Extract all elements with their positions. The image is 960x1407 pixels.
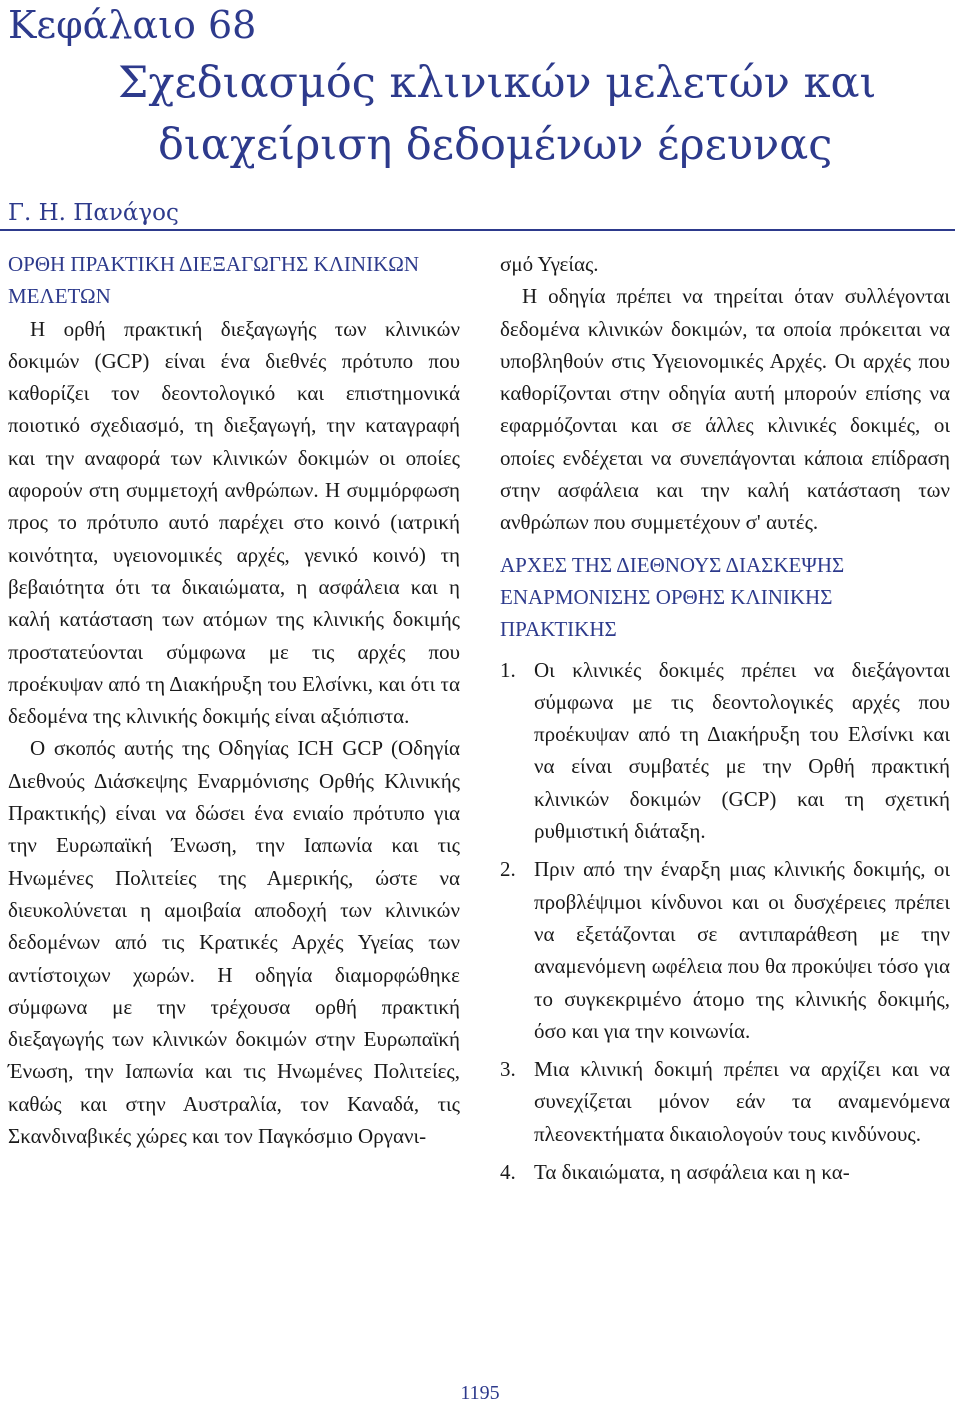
section-heading-gcp: ΟΡΘΗ ΠΡΑΚΤΙΚΗ ΔΙΕΞΑΓΩΓΗΣ ΚΛΙΝΙΚΩΝ ΜΕΛΕΤΩΝ (8, 252, 420, 309)
list-item-number: 3. (500, 1057, 516, 1082)
list-item-text: Μια κλινική δοκιμή πρέπει να αρχίζει και να συνεχίζεται μόνον εάν τα αναμενόμενα πλεονεκτήματα δικαιολογούν τους κινδύνους. (534, 1057, 950, 1146)
list-item-text: Πριν από την έναρξη μιας κλινικής δοκιμής, οι προβλέψιμοι κίνδυνοι και οι δυσχέρειες πρέπει να εξετάζονται σε αντιπαράθεση με την αναμενόμενη ωφέλεια που θα προκύψει τόσο για το συγκεκριμένο άτομο της κλινικής δοκιμής, όσο και για την κοινωνία. (534, 857, 950, 1043)
chapter-title-line-1: Σχεδιασμός κλινικών μελετών και (118, 58, 877, 108)
principles-list (500, 654, 950, 1189)
list-item-text: Οι κλινικές δοκιμές πρέπει να διεξάγονται σύμφωνα με τις δεοντολογικές αρχές που προέκυψαν από τη Διακήρυξη του Ελσίνκι και να είναι συμβατές με την Ορθή πρακτική κλινικών δοκιμών (GCP) και τη σχετική ρυθμιστική διάταξη. (534, 657, 950, 844)
list-item (500, 1156, 950, 1188)
list-item-number: 1. (500, 657, 516, 682)
left-column (8, 248, 460, 1152)
paragraph-continuation: σμό Υγείας. (500, 252, 599, 276)
paragraph-guideline-scope: Η οδηγία πρέπει να τηρείται όταν συλλέγονται δεδομένα κλινικών δοκιμών, τα οποία πρόκειται να υποβληθούν στις Υγειονομικές Αρχές. Οι αρχές που καθορίζονται στην οδηγία αυτή μπορούν επίσης να εφαρμόζονται και σε άλλες κλινικές δοκιμές, οι οποίες ενδέχεται να συνεπάγονται κάποια επίδραση στην ασφάλεια και την καλή κατάσταση των ανθρώπων που συμμετέχουν σ' αυτές. (500, 284, 950, 535)
section-heading-ich-principles: ΑΡΧΕΣ ΤΗΣ ΔΙΕΘΝΟΥΣ ΔΙΑΣΚΕΨΗΣ ΕΝΑΡΜΟΝΙΣΗΣ ΟΡΘΗΣ ΚΛΙΝΙΚΗΣ ΠΡΑΚΤΙΚΗΣ (500, 552, 845, 642)
list-item-text: Τα δικαιώματα, η ασφάλεια και η κα- (534, 1160, 850, 1185)
list-item (500, 1053, 950, 1150)
chapter-label: Κεφάλαιο 68 (8, 3, 257, 47)
page-number: 1195 (460, 1382, 500, 1404)
paragraph-ich-gcp-purpose: Ο σκοπός αυτής της Οδηγίας ICH GCP (Οδηγία Διεθνούς Διάσκεψης Εναρμόνισης Ορθής Κλινικής Πρακτικής) είναι να δώσει ένα ενιαίο πρότυπο για την Ευρωπαϊκή Ένωση, την Ιαπωνία και τις Ηνωμένες Πολιτείες της Αμερικής, ώστε να διευκολύνεται η αμοιβαία αποδοχή των κλινικών δεδομένων από τις Κρατικές Αρχές Υγείας των αντίστοιχων χωρών. Η οδηγία διαμορφώθηκε σύμφωνα με την τρέχουσα ορθή πρακτική διεξαγωγής των κλινικών δοκιμών στην Ευρωπαϊκή Ένωση, την Ιαπωνία και τις Ηνωμένες Πολιτείες, καθώς και στην Αυστραλία, τον Καναδά, τις Σκανδιναβικές χώρες και τον Παγκόσμιο Οργανι- (8, 736, 460, 1149)
paragraph-gcp-definition: Η ορθή πρακτική διεξαγωγής των κλινικών δοκιμών (GCP) είναι ένα διεθνές πρότυπο που καθορίζει τον δεοντολογικό και επιστημονικά ποιοτικό σχεδιασμό, τη διεξαγωγή, την καταγραφή και την αναφορά των κλινικών δοκιμών οι οποίες αφορούν στη συμμετοχή ανθρώπων. Η συμμόρφωση προς το πρότυπο αυτό παρέχει στο κοινό (ιατρική κοινότητα, υγειονομικές αρχές, γενικό κοινό) τη βεβαιότητα ότι τα δικαιώματα, η ασφάλεια και η καλή κατάσταση των ατόμων της κλινικής δοκιμής προστατεύονται σύμφωνα με τις αρχές που προέκυψαν από τη Διακήρυξη του Ελσίνκι, και ότι τα δεδομένα της κλινικής δοκιμής είναι αξιόπιστα. (8, 316, 460, 729)
list-item-number: 2. (500, 857, 516, 882)
header-divider (0, 229, 955, 231)
author-name: Γ. Η. Πανάγος (8, 200, 179, 226)
chapter-title-line-2: διαχείριση δεδομένων έρευνας (158, 120, 833, 170)
list-item-number: 4. (500, 1160, 516, 1185)
list-item (500, 853, 950, 1047)
right-column (500, 248, 950, 1194)
list-item (500, 654, 950, 848)
